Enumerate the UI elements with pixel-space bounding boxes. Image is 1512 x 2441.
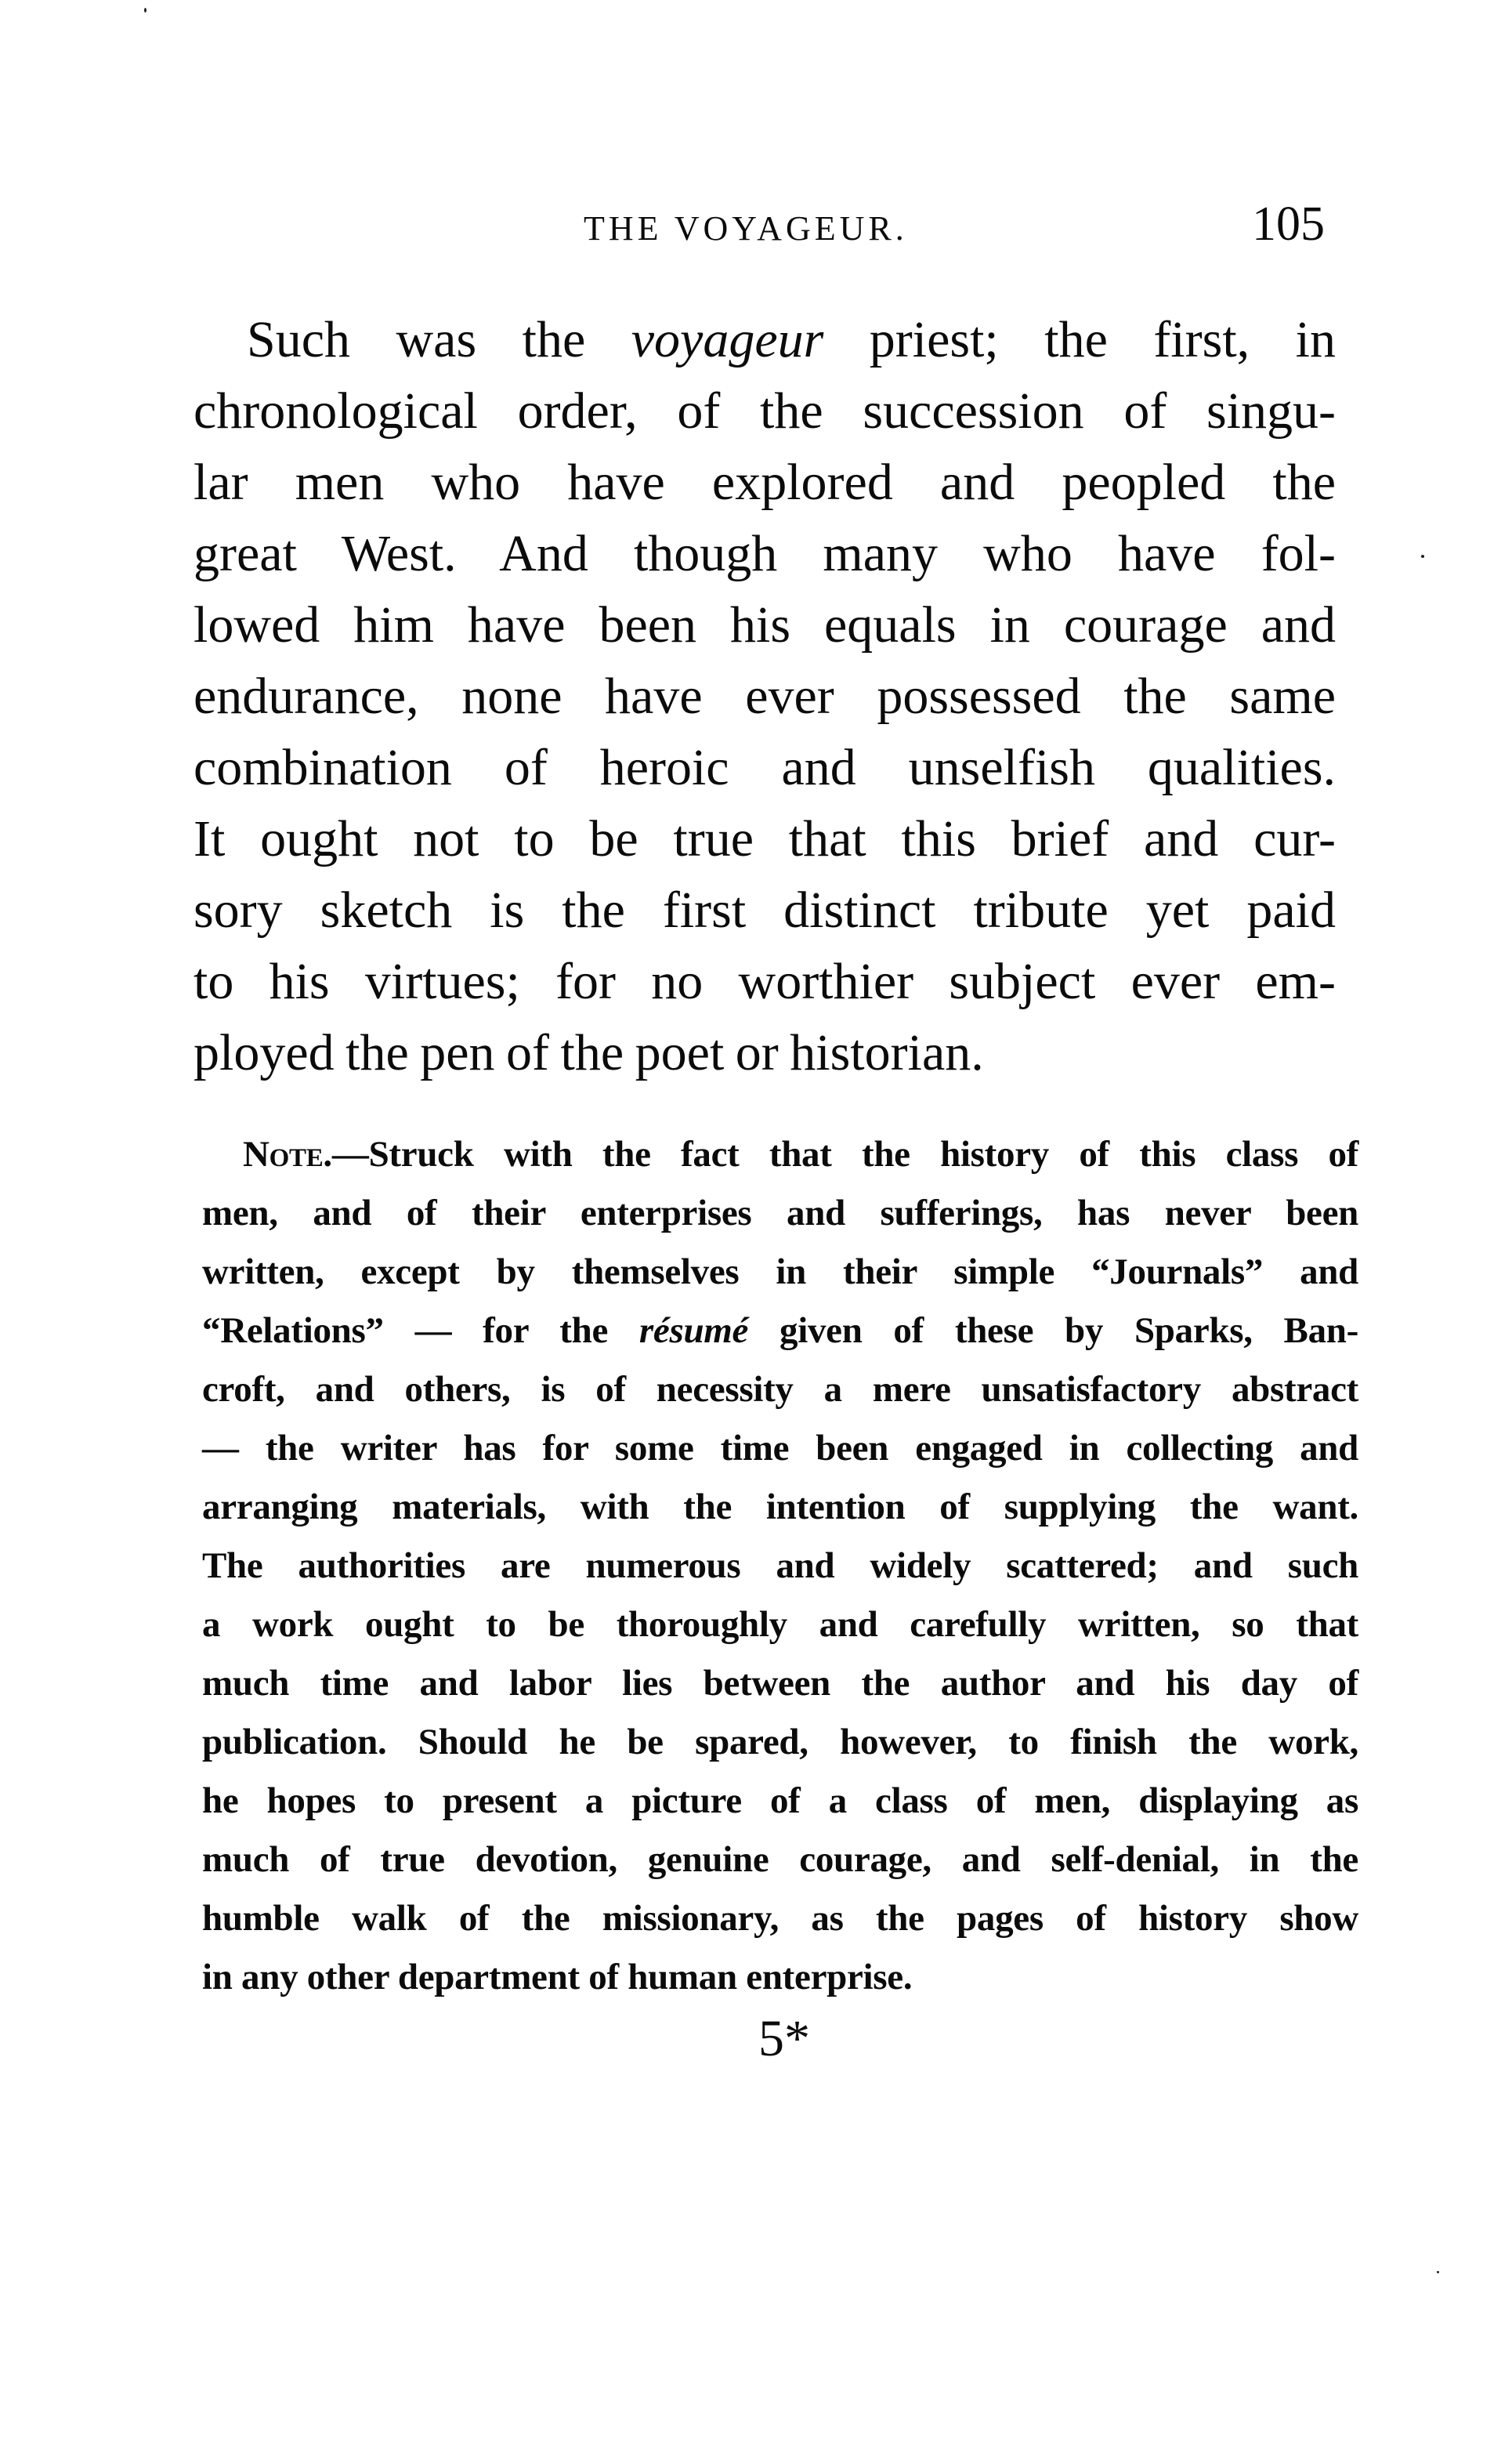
text-line: lar men who have explored and peopled the: [194, 454, 1336, 511]
text-line: humble walk of the missionary, as the pages of history show: [202, 1898, 1358, 1939]
text-span: —Struck with the fact that the history of this class of: [331, 1134, 1358, 1175]
text-line: written, except by themselves in their simple “Journals” and: [202, 1251, 1358, 1292]
italic-word: résumé: [638, 1310, 749, 1351]
running-head-title: THE VOYAGEUR.: [584, 209, 908, 248]
footnote: [202, 1125, 1358, 2007]
text-line: publication. Should he be spared, however, to finish the work,: [202, 1722, 1358, 1762]
text-line: much of true devotion, genuine courage, and self-denial, in the: [202, 1839, 1358, 1880]
text-line: lowed him have been his equals in courage and: [194, 596, 1336, 654]
text-line: men, and of their enterprises and sufferings, has never been: [202, 1193, 1358, 1233]
print-speck: [1421, 555, 1424, 558]
text-line: sory sketch is the first distinct tribute yet paid: [194, 882, 1336, 939]
text-line: [202, 1125, 1358, 1184]
italic-word: voyageur: [631, 311, 824, 368]
text-line: ployed the pen of the poet or historian.: [194, 1024, 984, 1081]
page-number: 105: [1252, 197, 1325, 251]
text-line: croft, and others, is of necessity a mere unsatisfactory abstract: [202, 1369, 1358, 1410]
note-label: Note.: [243, 1134, 332, 1175]
text-line: great West. And though many who have fol-: [194, 525, 1336, 582]
text-line: a work ought to be thoroughly and carefully written, so that: [202, 1604, 1358, 1645]
text-line: chronological order, of the succession of singu-: [194, 382, 1336, 440]
text-span: Such was the: [247, 311, 631, 368]
print-speck: [1437, 2271, 1439, 2273]
text-span: given of these by Sparks, Ban-: [748, 1310, 1358, 1351]
text-span: “Relations” — for the: [202, 1310, 639, 1351]
text-line: endurance, none have ever possessed the same: [194, 668, 1336, 725]
text-span: priest; the first, in: [823, 311, 1336, 368]
text-line: — the writer has for some time been engaged in collecting and: [202, 1428, 1358, 1469]
text-line: [202, 1302, 1358, 1360]
text-line: It ought not to be true that this brief and cur-: [194, 810, 1336, 867]
text-line: combination of heroic and unselfish qualities.: [194, 739, 1336, 796]
text-line: [194, 304, 1336, 375]
text-line: arranging materials, with the intention of supplying the want.: [202, 1487, 1358, 1527]
text-line: to his virtues; for no worthier subject ever em-: [194, 953, 1336, 1010]
main-paragraph: [194, 304, 1336, 1088]
text-line: The authorities are numerous and widely scattered; and such: [202, 1545, 1358, 1586]
text-line: much time and labor lies between the author and his day of: [202, 1663, 1358, 1704]
print-speck: [144, 8, 146, 13]
signature-mark: 5*: [758, 2010, 810, 2067]
text-line: in any other department of human enterprise.: [202, 1957, 913, 1997]
text-line: he hopes to present a picture of a class of men, displaying as: [202, 1780, 1358, 1821]
